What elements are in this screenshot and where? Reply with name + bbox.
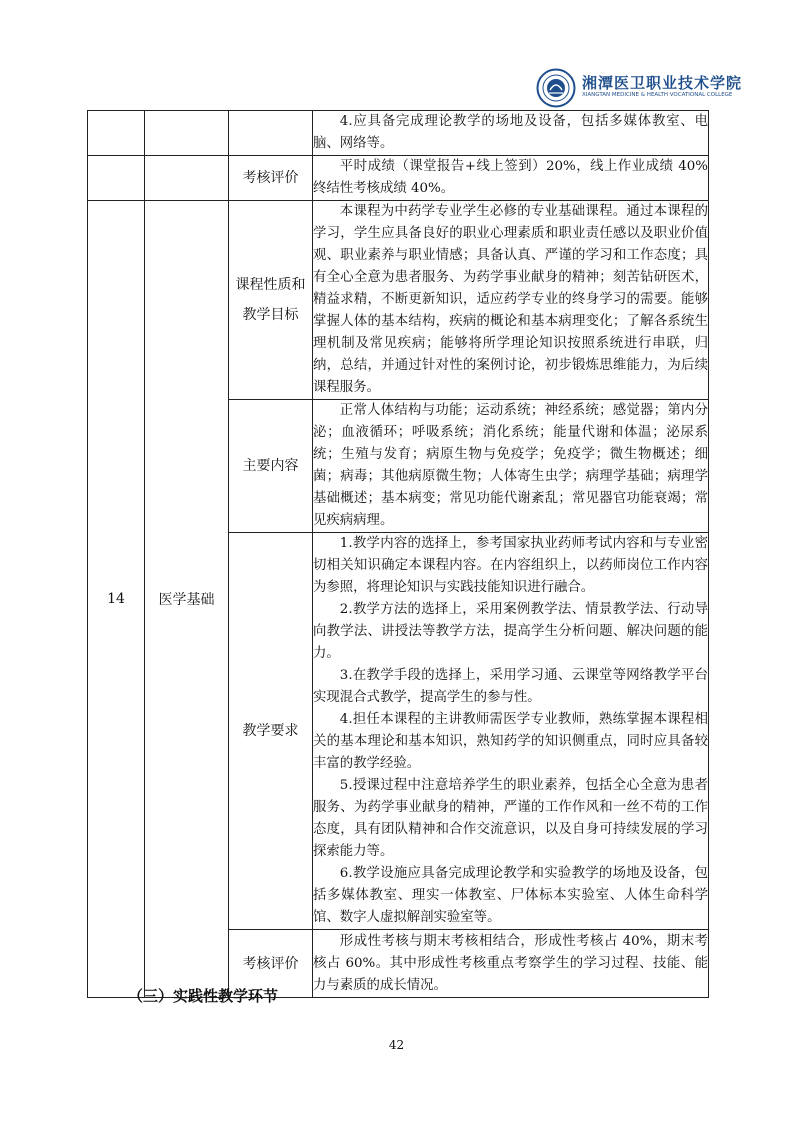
course-table	[87, 110, 709, 998]
table-row	[88, 156, 709, 201]
empty-number-cell	[88, 156, 145, 201]
college-name-en: XIANGTAN MEDICINE & HEALTH VOCATIONAL COLLEGE	[582, 92, 733, 98]
paragraph: 2.教学方法的选择上，采用案例教学法、情景教学法、行动导向教学法、讲授法等教学方法，提高学生分析问题、解决问题的能力。	[313, 602, 708, 661]
paragraph: 本课程为中药学专业学生必修的专业基础课程。通过本课程的学习，学生应具备良好的职业心理素质和职业责任感以及职业价值观、职业素养与职业情感；具备认真、严谨的学习和工作态度；具有全心全意为患者服务、为药学事业献身的精神；刻苦钻研医术，精益求精，不断更新知识，适应药学专业的终身学习的需要。能够掌握人体的基本结构，疾病的概论和基本病理变化；了解各系统生理机制及常见疾病；能够将所学理论知识按照系统进行串联，归纳，总结，并通过针对性的案例讨论，初步锻炼思维能力，为后续课程服务。	[313, 204, 708, 395]
empty-label-cell	[229, 111, 313, 156]
assessment-text-cell	[313, 930, 709, 998]
college-seal-icon	[536, 68, 576, 108]
paragraph: 平时成绩（课堂报告+线上签到）20%，线上作业成绩 40% 终结性考核成绩 40%。	[313, 159, 708, 196]
course-number: 14	[88, 201, 145, 998]
paragraph: 1.教学内容的选择上，参考国家执业药师考试内容和与专业密切相关知识确定本课程内容。在内容组织上，以药师岗位工作内容为参照，将理论知识与实践技能知识进行融合。	[313, 536, 708, 595]
table-row	[88, 201, 709, 400]
college-name: 湘潭医卫职业技术学院	[582, 74, 743, 92]
empty-number-cell	[88, 111, 145, 156]
content-label: 主要内容	[229, 400, 313, 533]
assessment-label: 考核评价	[229, 156, 313, 201]
course-name: 医学基础	[145, 201, 229, 998]
assessment-label: 考核评价	[229, 930, 313, 998]
assessment-text-cell	[313, 156, 709, 201]
content-text-cell	[313, 400, 709, 533]
requirement-text-cell	[313, 533, 709, 930]
college-logo	[536, 68, 743, 112]
nature-text-cell	[313, 201, 709, 400]
paragraph: 4.应具备完成理论教学的场地及设备，包括多媒体教室、电脑、网络等。	[313, 114, 708, 151]
requirement-label: 教学要求	[229, 533, 313, 930]
requirement-tail-cell	[313, 111, 709, 156]
nature-label: 课程性质和教学目标	[229, 201, 313, 400]
paragraph: 正常人体结构与功能；运动系统；神经系统；感觉器；第内分泌；血液循环；呼吸系统；消化系统；能量代谢和体温；泌尿系统；生殖与发育；病原生物与免疫学；免疫学；微生物概述；细菌；病毒；其他病原微生物；人体寄生虫学；病理学基础；病理学基础概述；基本病变；常见功能代谢紊乱；常见器官功能衰竭；常见疾病病理。	[313, 403, 708, 528]
table-row	[88, 111, 709, 156]
paragraph: 5.授课过程中注意培养学生的职业素养，包括全心全意为患者服务、为药学事业献身的精神，严谨的工作作风和一丝不苟的工作态度，具有团队精神和合作交流意识，以及自身可持续发展的学习探索能力等。	[313, 778, 708, 859]
paragraph: 6.教学设施应具备完成理论教学和实验教学的场地及设备，包括多媒体教室、理实一体教室、尸体标本实验室、人体生命科学馆、数字人虚拟解剖实验室等。	[313, 866, 708, 925]
empty-name-cell	[145, 111, 229, 156]
empty-name-cell	[145, 156, 229, 201]
paragraph: 形成性考核与期末考核相结合，形成性考核占 40%，期末考核占 60%。其中形成性考核重点考察学生的学习过程、技能、能力与素质的成长情况。	[313, 933, 708, 993]
paragraph: 3.在教学手段的选择上，采用学习通、云课堂等网络教学平台实现混合式教学，提高学生的参与性。	[313, 668, 708, 705]
paragraph: 4.担任本课程的主讲教师需医学专业教师，熟练掌握本课程相关的基本理论和基本知识，熟知药学的知识侧重点，同时应具备较丰富的教学经验。	[313, 712, 708, 771]
page-number: 42	[388, 1038, 405, 1052]
section-heading: （三）实践性教学环节	[128, 987, 279, 1005]
